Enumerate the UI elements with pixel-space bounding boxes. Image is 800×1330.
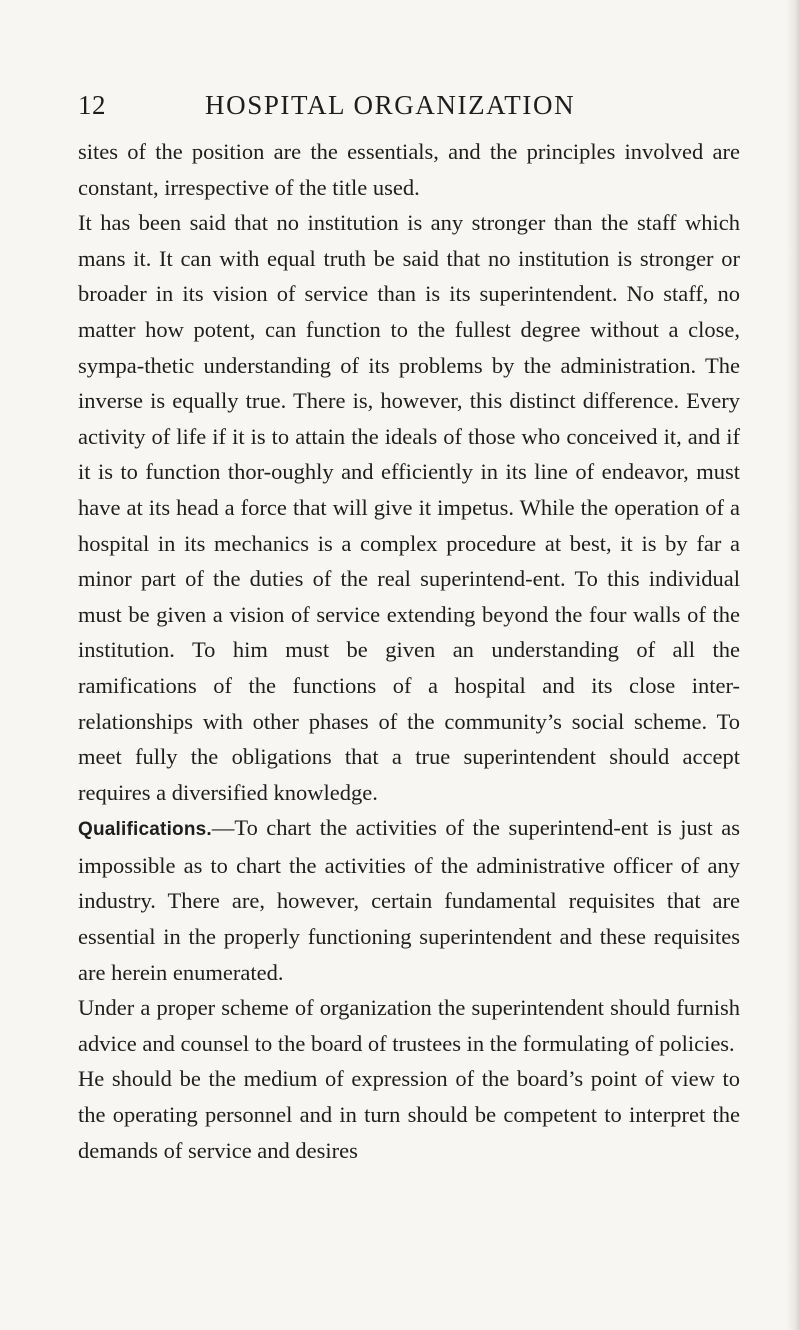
paragraph-continuation: sites of the position are the essentials, and the principles involved are constant, irrespective of the title used.	[78, 139, 740, 200]
paragraph-staff-and-superintendent: It has been said that no institution is any stronger than the staff which mans it. It can with equal truth be said that no institution is stronger or broader in its vision of service than is its superintendent. No staff, no matter how potent, can function to the fullest degree without a close, sympa-thetic understanding of its problems by the administration. The inverse is equally true. There is, however, this distinct difference. Every activity of life if it is to attain the ideals of those who conceived it, and if it is to function thor-oughly and efficiently in its line of endeavor, must have at its head a force that will give it impetus. While the operation of a hospital in its mechanics is a complex procedure at best, it is by far a minor part of the duties of the real superintend-ent. To this individual must be given a vision of service extending beyond the four walls of the institution. To him must be given an understanding of all the ramifications of the functions of a hospital and its close inter-relationships with other phases of the community’s social scheme. To meet fully the obligations that a true superintendent should accept requires a diversified knowledge.	[78, 210, 740, 805]
section-heading-qualifications: Qualifications.	[78, 819, 212, 841]
paragraph-qualifications	[78, 810, 740, 990]
paragraph-advice-and-counsel: Under a proper scheme of organization the superintendent should furnish advice and counsel to the board of trustees in the formulating of policies.	[78, 995, 740, 1056]
body-text	[78, 134, 740, 1168]
page-edge-shadow	[786, 0, 800, 1330]
paragraph-medium-of-expression: He should be the medium of expression of the board’s point of view to the operating personnel and in turn should be competent to interpret the demands of service and desires	[78, 1066, 740, 1163]
running-head	[78, 88, 740, 128]
page-number: 12	[78, 90, 106, 120]
paragraph-qualifications-text: —To chart the activities of the superintend-ent is just as impossible as to chart the activities of the administrative officer of any industry. There are, however, certain fundamental requisites that are essential in the properly functioning superintendent and these requisites are herein enumerated.	[78, 815, 740, 985]
running-title: HOSPITAL ORGANIZATION	[205, 90, 576, 120]
